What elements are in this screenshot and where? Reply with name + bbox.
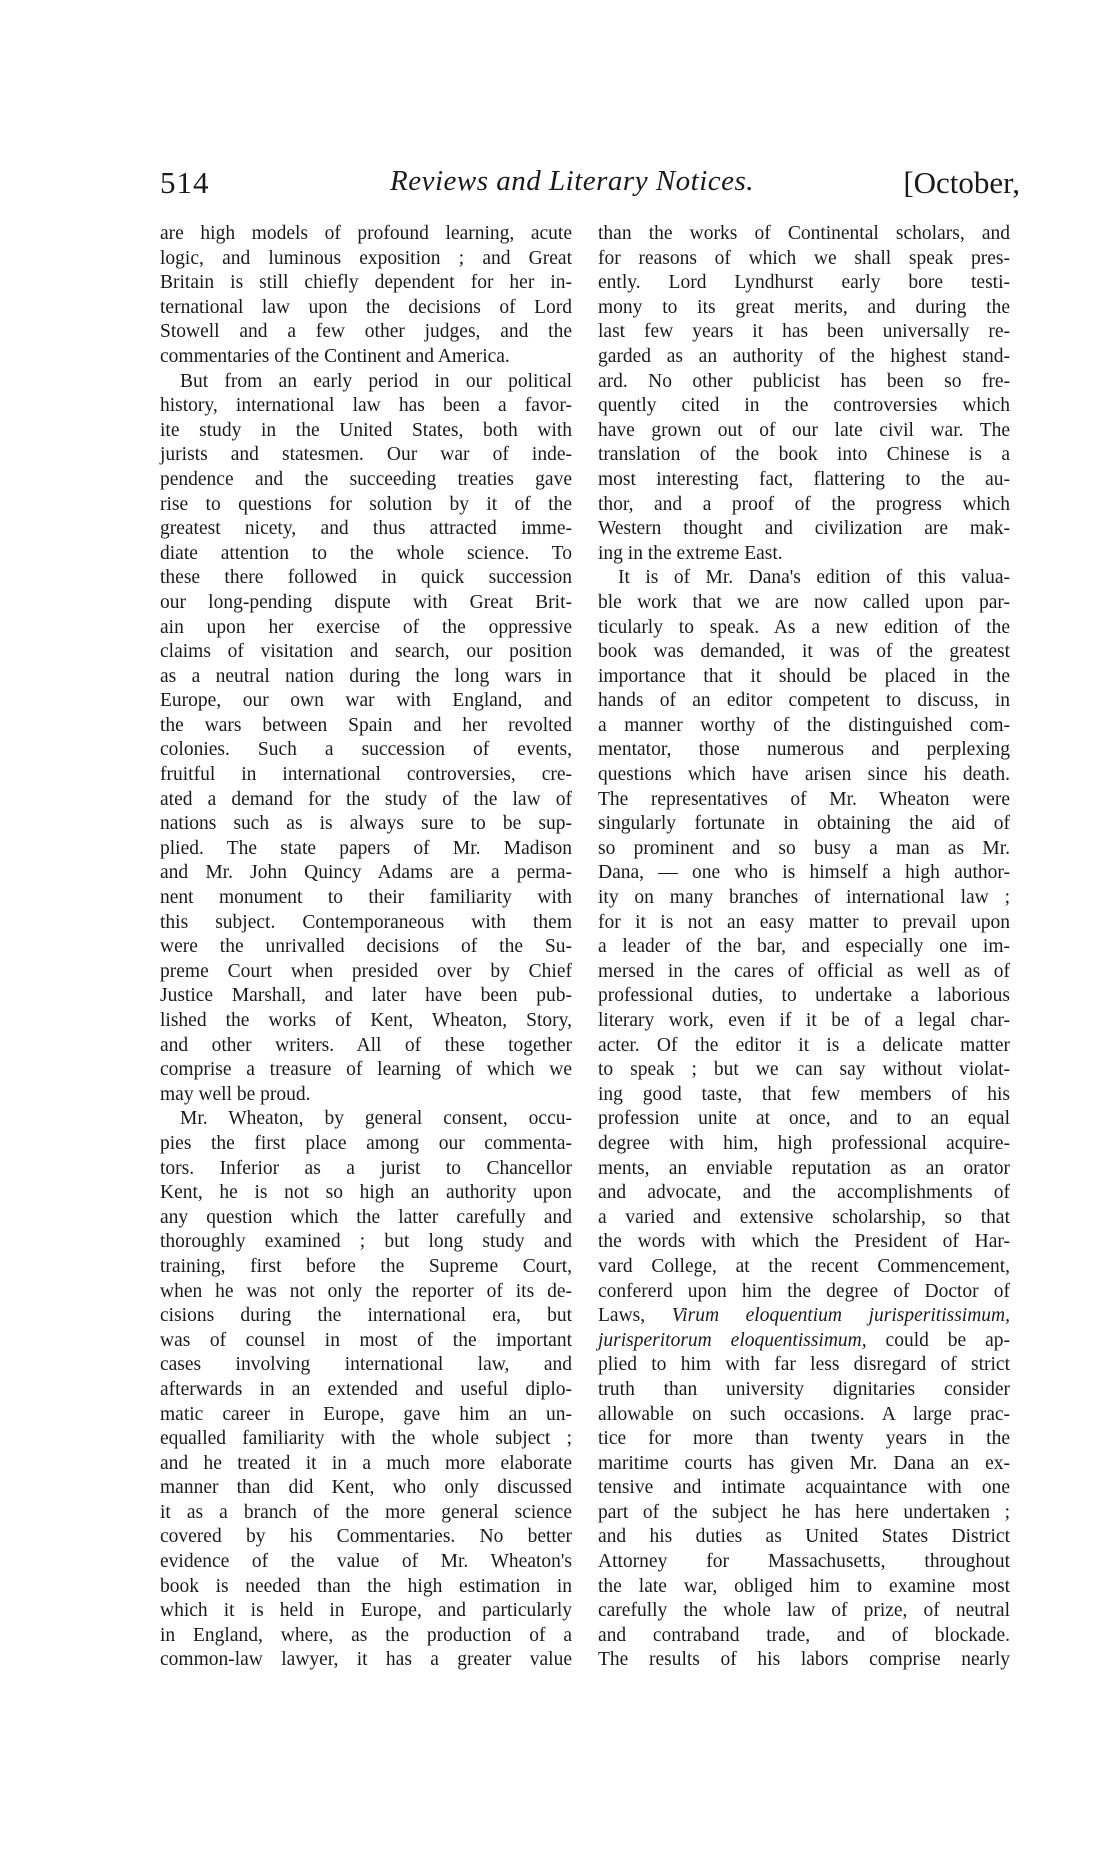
text-line <box>598 296 1010 321</box>
text-line <box>598 1452 1010 1477</box>
text-segment: for it is not an easy matter to prevail upon <box>598 911 1010 933</box>
text-segment: matic career in Europe, gave him an un- <box>160 1403 572 1425</box>
text-line <box>160 493 572 518</box>
running-title: Reviews and Literary Notices. <box>390 165 755 197</box>
text-line <box>160 591 572 616</box>
text-line <box>598 1280 1010 1305</box>
text-line <box>160 763 572 788</box>
text-line <box>160 616 572 641</box>
text-line <box>160 935 572 960</box>
text-line <box>598 616 1010 641</box>
text-line <box>160 1427 572 1452</box>
text-line <box>598 1525 1010 1550</box>
text-line <box>160 1648 572 1673</box>
text-line <box>598 493 1010 518</box>
text-segment: any question which the latter carefully and <box>160 1206 572 1228</box>
text-segment: quently cited in the controversies which <box>598 395 1010 417</box>
text-line <box>160 837 572 862</box>
text-segment: are high models of profound learning, acute <box>160 223 572 244</box>
text-segment: plied. The state papers of Mr. Madison <box>160 837 572 859</box>
text-segment: may well be proud. <box>160 1083 311 1105</box>
text-line <box>598 419 1010 444</box>
text-line <box>598 689 1010 714</box>
text-segment: acter. Of the editor it is a delicate matter <box>598 1034 1010 1056</box>
text-line <box>160 1403 572 1428</box>
text-segment: Dana, — one who is himself a high author- <box>598 862 1010 884</box>
text-line <box>598 468 1010 493</box>
text-segment: a varied and extensive scholarship, so that <box>598 1206 1010 1228</box>
text-line <box>160 542 572 567</box>
text-line <box>160 1058 572 1083</box>
text-segment: part of the subject he has here undertaken ; <box>598 1501 1010 1523</box>
text-segment: common-law lawyer, it has a greater value <box>160 1649 572 1671</box>
text-segment: tensive and intimate acquaintance with one <box>598 1477 1010 1499</box>
text-segment: Attorney for Massachusetts, throughout <box>598 1551 1010 1573</box>
text-segment: truth than university dignitaries consider <box>598 1378 1010 1400</box>
text-segment: rise to questions for solution by it of the <box>160 493 572 515</box>
text-line <box>598 1550 1010 1575</box>
text-segment: the late war, obliged him to examine most <box>598 1575 1010 1597</box>
text-segment: afterwards in an extended and useful diplo- <box>160 1378 572 1400</box>
text-segment: ently. Lord Lyndhurst early bore testi- <box>598 272 1010 294</box>
text-line <box>160 419 572 444</box>
text-line <box>598 1476 1010 1501</box>
text-segment: ity on many branches of international law ; <box>598 887 1010 909</box>
text-line <box>160 394 572 419</box>
page-number: 514 <box>160 165 210 200</box>
text-segment: jurists and statesmen. Our war of inde- <box>160 444 572 466</box>
text-line <box>160 247 572 272</box>
text-segment: ard. No other publicist has been so fre- <box>598 370 1010 392</box>
text-line <box>598 1304 1010 1329</box>
text-line <box>160 1206 572 1231</box>
text-line <box>598 1329 1010 1354</box>
text-segment: was of counsel in most of the important <box>160 1329 572 1351</box>
text-line <box>598 320 1010 345</box>
text-line <box>160 1550 572 1575</box>
text-segment: so prominent and so busy a man as Mr. <box>598 837 1010 859</box>
text-line <box>160 1525 572 1550</box>
text-segment: questions which have arisen since his death. <box>598 764 1010 786</box>
text-line <box>598 886 1010 911</box>
page-header <box>160 163 1020 209</box>
text-segment: pendence and the succeeding treaties gave <box>160 468 572 490</box>
text-segment: literary work, even if it be of a legal char- <box>598 1010 1010 1031</box>
text-segment: Justice Marshall, and later have been pub- <box>160 985 572 1007</box>
text-line <box>598 935 1010 960</box>
text-line <box>598 1599 1010 1624</box>
text-segment: profession unite at once, and to an equal <box>598 1108 1010 1130</box>
text-line <box>160 468 572 493</box>
text-segment: plied to him with far less disregard of strict <box>598 1354 1010 1376</box>
text-segment: ing good taste, that few members of his <box>598 1083 1010 1105</box>
text-line <box>598 861 1010 886</box>
text-segment: last few years it has been universally re- <box>598 321 1010 343</box>
text-line <box>160 1132 572 1157</box>
text-line <box>160 1452 572 1477</box>
text-segment: in England, where, as the production of a <box>160 1624 572 1646</box>
text-line <box>160 271 572 296</box>
text-segment: ternational law upon the decisions of Lord <box>160 296 572 318</box>
text-segment: The results of his labors comprise nearly <box>598 1649 1010 1671</box>
text-segment: it as a branch of the more general science <box>160 1501 572 1523</box>
text-line <box>160 1353 572 1378</box>
text-line <box>160 320 572 345</box>
text-line <box>160 886 572 911</box>
text-segment: to speak ; but we can say without violat- <box>598 1059 1010 1081</box>
text-segment: and advocate, and the accomplishments of <box>598 1182 1010 1204</box>
text-segment: the words with which the President of Har- <box>598 1231 1010 1253</box>
text-line <box>598 1353 1010 1378</box>
text-segment: Laws, <box>598 1305 672 1327</box>
text-line <box>598 345 1010 370</box>
text-line <box>160 1083 572 1108</box>
text-segment: garded as an authority of the highest stand- <box>598 345 1010 367</box>
text-line <box>160 1181 572 1206</box>
text-line <box>598 1648 1010 1673</box>
text-line <box>598 1255 1010 1280</box>
text-line <box>160 960 572 985</box>
text-segment: were the unrivalled decisions of the Su- <box>160 936 572 958</box>
text-line <box>598 960 1010 985</box>
text-line <box>160 1575 572 1600</box>
text-segment: mentator, those numerous and perplexing <box>598 739 1010 761</box>
text-line <box>160 1501 572 1526</box>
running-date: [October, <box>903 165 1020 200</box>
text-segment: this subject. Contemporaneous with them <box>160 911 572 933</box>
text-segment: fruitful in international controversies, cre- <box>160 764 572 786</box>
text-line <box>160 296 572 321</box>
text-segment: Stowell and a few other judges, and the <box>160 321 572 343</box>
text-line <box>160 984 572 1009</box>
text-segment: a leader of the bar, and especially one im- <box>598 936 1010 958</box>
text-segment: tors. Inferior as a jurist to Chancellor <box>160 1157 572 1179</box>
text-line <box>160 1009 572 1034</box>
text-line <box>598 1058 1010 1083</box>
text-segment: greatest nicety, and thus attracted imme- <box>160 518 572 540</box>
text-segment: comprise a treasure of learning of which we <box>160 1059 572 1081</box>
text-segment: and he treated it in a much more elaborate <box>160 1452 572 1474</box>
text-line <box>598 517 1010 542</box>
text-segment: But from an early period in our political <box>180 370 572 392</box>
text-segment: Europe, our own war with England, and <box>160 690 572 712</box>
text-line <box>160 1230 572 1255</box>
text-line <box>598 1230 1010 1255</box>
left-text-column <box>160 222 572 1673</box>
text-segment: book was demanded, it was of the greatest <box>598 641 1010 663</box>
text-line <box>598 837 1010 862</box>
text-segment: Britain is still chiefly dependent for her in- <box>160 272 572 294</box>
text-line <box>598 640 1010 665</box>
text-line <box>598 247 1010 272</box>
text-segment: nations such as is always sure to be sup- <box>160 813 572 835</box>
text-segment: diate attention to the whole science. To <box>160 542 572 564</box>
text-line <box>160 1599 572 1624</box>
text-line <box>160 788 572 813</box>
text-segment: ated a demand for the study of the law of <box>160 788 572 810</box>
text-segment: ite study in the United States, both with <box>160 419 572 441</box>
text-line <box>598 1009 1010 1034</box>
text-line <box>598 1034 1010 1059</box>
text-line <box>160 1280 572 1305</box>
text-line <box>598 1157 1010 1182</box>
text-line <box>598 1181 1010 1206</box>
text-line <box>598 1403 1010 1428</box>
text-line <box>598 1107 1010 1132</box>
text-line <box>160 1476 572 1501</box>
text-line <box>598 591 1010 616</box>
text-line <box>598 222 1010 247</box>
text-segment: when he was not only the reporter of its de- <box>160 1280 572 1302</box>
text-line <box>598 443 1010 468</box>
text-line <box>160 714 572 739</box>
text-line <box>160 1624 572 1649</box>
text-segment: thor, and a proof of the progress which <box>598 493 1010 515</box>
text-segment: professional duties, to undertake a laborious <box>598 985 1010 1007</box>
text-segment: our long-pending dispute with Great Brit- <box>160 591 572 613</box>
text-line <box>598 271 1010 296</box>
text-segment: ble work that we are now called upon par- <box>598 591 1010 613</box>
text-segment: singularly fortunate in obtaining the aid of <box>598 813 1010 835</box>
text-segment: history, international law has been a favor- <box>160 395 572 417</box>
text-segment: pies the first place among our commenta- <box>160 1132 572 1154</box>
text-segment: hands of an editor competent to discuss, in <box>598 690 1010 712</box>
text-line <box>598 788 1010 813</box>
text-segment: could be ap- <box>866 1329 1010 1351</box>
text-segment: covered by his Commentaries. No better <box>160 1526 572 1548</box>
text-segment: cisions during the international era, but <box>160 1305 572 1327</box>
text-segment: training, first before the Supreme Court, <box>160 1255 572 1277</box>
text-segment: and contraband trade, and of blockade. <box>598 1624 1010 1646</box>
text-segment: degree with him, high professional acquire- <box>598 1132 1010 1154</box>
text-line <box>598 1624 1010 1649</box>
text-line <box>598 370 1010 395</box>
text-segment: evidence of the value of Mr. Wheaton's <box>160 1551 572 1573</box>
italic-text-segment: jurisperitorum eloquentissimum, <box>598 1329 867 1351</box>
text-segment: equalled familiarity with the whole subject ; <box>160 1428 572 1450</box>
text-line <box>598 738 1010 763</box>
text-line <box>598 1083 1010 1108</box>
text-line <box>160 222 572 247</box>
text-segment: confererd upon him the degree of Doctor of <box>598 1280 1010 1302</box>
text-segment: the wars between Spain and her revolted <box>160 714 572 736</box>
text-segment: for reasons of which we shall speak pres- <box>598 247 1010 269</box>
text-segment: which it is held in Europe, and particularly <box>160 1600 572 1622</box>
text-segment: carefully the whole law of prize, of neutral <box>598 1600 1010 1622</box>
text-line <box>160 812 572 837</box>
text-line <box>598 1427 1010 1452</box>
text-segment: thoroughly examined ; but long study and <box>160 1231 572 1253</box>
text-line <box>160 861 572 886</box>
text-segment: these there followed in quick succession <box>160 567 572 589</box>
text-line <box>598 714 1010 739</box>
text-segment: translation of the book into Chinese is a <box>598 444 1010 466</box>
right-text-column <box>598 222 1010 1673</box>
text-segment: book is needed than the high estimation in <box>160 1575 572 1597</box>
text-line <box>598 665 1010 690</box>
text-segment: and other writers. All of these together <box>160 1034 572 1056</box>
text-segment: maritime courts has given Mr. Dana an ex- <box>598 1452 1010 1474</box>
text-segment: ments, an enviable reputation as an orator <box>598 1157 1010 1179</box>
text-line <box>160 1107 572 1132</box>
text-line <box>598 984 1010 1009</box>
text-line <box>160 665 572 690</box>
text-line <box>598 566 1010 591</box>
text-segment: most interesting fact, flattering to the au- <box>598 468 1010 490</box>
text-segment: Western thought and civilization are mak- <box>598 518 1010 540</box>
text-segment: mony to its great merits, and during the <box>598 296 1010 318</box>
text-line <box>598 1378 1010 1403</box>
text-segment: lished the works of Kent, Wheaton, Story, <box>160 1010 572 1031</box>
text-segment: Mr. Wheaton, by general consent, occu- <box>180 1108 572 1130</box>
text-segment: than the works of Continental scholars, and <box>598 223 1010 244</box>
text-segment: preme Court when presided over by Chief <box>160 960 572 982</box>
text-line <box>160 517 572 542</box>
text-line <box>598 1501 1010 1526</box>
text-line <box>598 542 1010 567</box>
text-segment: a manner worthy of the distinguished com- <box>598 714 1010 736</box>
text-line <box>160 1329 572 1354</box>
text-segment: vard College, at the recent Commencement, <box>598 1255 1010 1277</box>
text-line <box>598 911 1010 936</box>
text-segment: allowable on such occasions. A large prac- <box>598 1403 1010 1425</box>
text-segment: mersed in the cares of official as well as of <box>598 960 1010 982</box>
text-segment: importance that it should be placed in the <box>598 665 1010 687</box>
text-segment: colonies. Such a succession of events, <box>160 739 572 761</box>
text-line <box>160 443 572 468</box>
text-segment: logic, and luminous exposition ; and Great <box>160 247 572 269</box>
text-line <box>598 812 1010 837</box>
text-line <box>160 1304 572 1329</box>
text-segment: ain upon her exercise of the oppressive <box>160 616 572 638</box>
text-line <box>160 640 572 665</box>
text-segment: ticularly to speak. As a new edition of the <box>598 616 1010 638</box>
text-line <box>160 911 572 936</box>
text-segment: and his duties as United States District <box>598 1526 1010 1548</box>
text-line <box>160 1157 572 1182</box>
text-segment: The representatives of Mr. Wheaton were <box>598 788 1010 810</box>
text-line <box>598 763 1010 788</box>
text-line <box>160 1378 572 1403</box>
text-segment: commentaries of the Continent and America. <box>160 345 510 367</box>
italic-text-segment: Virum eloquentium jurisperitissimum, <box>671 1305 1010 1327</box>
text-line <box>598 1132 1010 1157</box>
text-line <box>160 566 572 591</box>
text-segment: It is of Mr. Dana's edition of this valua- <box>618 567 1010 589</box>
text-line <box>598 1206 1010 1231</box>
text-segment: as a neutral nation during the long wars in <box>160 665 572 687</box>
text-line <box>598 394 1010 419</box>
text-line <box>160 689 572 714</box>
text-line <box>160 738 572 763</box>
text-segment: nent monument to their familiarity with <box>160 887 572 909</box>
text-segment: cases involving international law, and <box>160 1354 572 1376</box>
text-segment: manner than did Kent, who only discussed <box>160 1477 572 1499</box>
text-segment: tice for more than twenty years in the <box>598 1428 1010 1450</box>
text-segment: ing in the extreme East. <box>598 542 783 564</box>
text-segment: Kent, he is not so high an authority upon <box>160 1182 572 1204</box>
text-segment: claims of visitation and search, our position <box>160 641 572 663</box>
text-line <box>160 345 572 370</box>
text-segment: have grown out of our late civil war. The <box>598 419 1010 441</box>
text-line <box>160 370 572 395</box>
text-line <box>160 1255 572 1280</box>
text-line <box>160 1034 572 1059</box>
text-line <box>598 1575 1010 1600</box>
text-segment: and Mr. John Quincy Adams are a perma- <box>160 862 572 884</box>
